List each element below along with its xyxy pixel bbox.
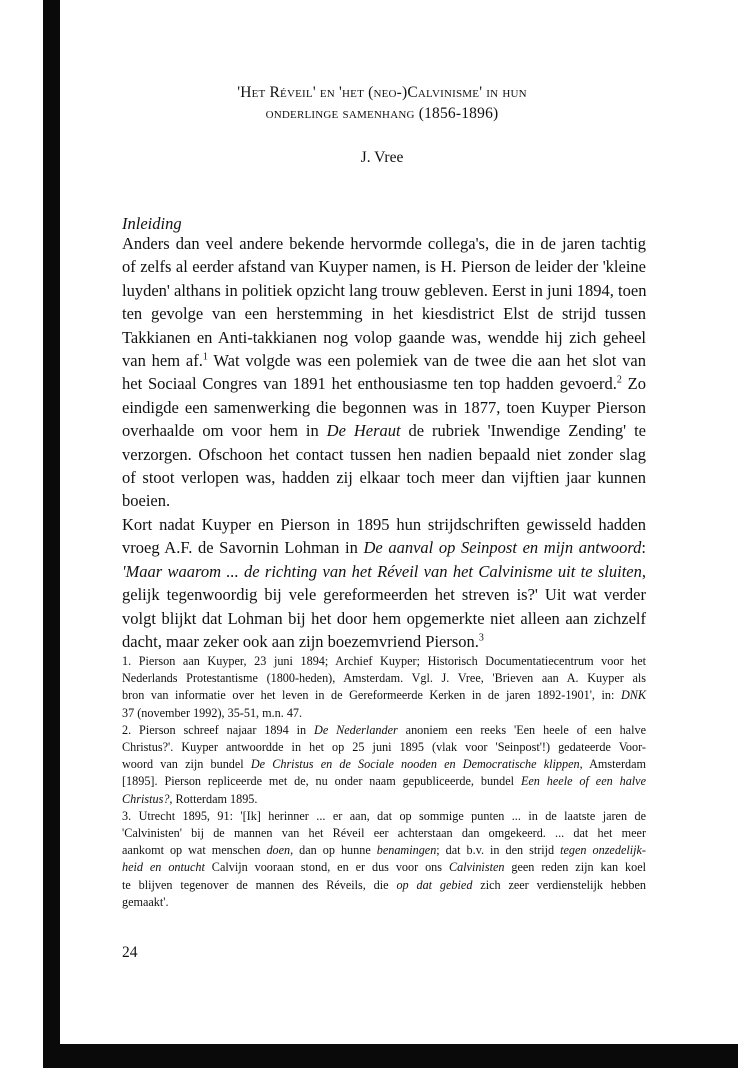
- footnote-line: 37 (november 1992), 35-51, m.n. 47.: [122, 705, 303, 720]
- footnote-line: 'Calvinisten' bij de mannen van het Réveil eer achterstaan dan omgekeerd. ... dat het meer: [122, 826, 646, 841]
- body-line: het Sociaal Congres van 1891 het enthousiasme ten top hadden gevoerd.$^2$ Zo: [122, 374, 646, 394]
- footnote-line: woord van zijn bundel De Christus en de Sociale nooden en Democratische klippen, Amsterdam: [122, 757, 646, 772]
- section-heading: Inleiding: [122, 214, 182, 233]
- footnote-line: 3. Utrecht 1895, 91: '[Ik] herinner ... er aan, dat op sommige punten ... in de laatste jaren de: [122, 808, 646, 823]
- body-line: overhaalde om voor hem in De Heraut de rubriek 'Inwendige Zending' te: [122, 421, 647, 441]
- footnote-line: 1. Pierson aan Kuyper, 23 juni 1894; Archief Kuyper; Historisch Documentatiecentrum voor het: [122, 654, 646, 668]
- paragraph-2: [122, 513, 646, 653]
- footnote-line: te blijven tegenover de mannen des Réveils, die op dat gebied zich zeer verdienstelijk hebben: [122, 877, 646, 892]
- body-line: boeien.: [122, 491, 171, 511]
- body-line: verzorgen. Ofschoon het contact tussen hen nadien bepaald niet zonder slag: [122, 444, 646, 464]
- body-line: gelijk tegenwoordig bij vele gereformeerden het streven is?' Uit wat verder: [122, 585, 646, 605]
- body-line: of zelfs al eerder afstand van Kuyper namen, is H. Pierson de leider der 'kleine: [122, 257, 646, 277]
- footnote-line: Christus?, Rotterdam 1895.: [122, 791, 258, 806]
- author-name: J. Vree: [360, 149, 404, 166]
- body-line: eindigde een samenwerking die begonnen was in 1877, toen Kuyper Pierson: [122, 397, 646, 417]
- title-line-2: onderlinge samenhang (1856-1896): [265, 105, 499, 122]
- body-text: [122, 232, 646, 653]
- body-line: 'Maar waarom ... de richting van het Réveil van het Calvinisme uit te sluiten,: [122, 561, 646, 581]
- footnote-line: heid en ontucht Calvijn vooraan stond, en er dus voor ons Calvinisten geen reden zijn kan koel: [122, 860, 646, 875]
- paragraph-1: [122, 232, 646, 513]
- scan-edge-left: [43, 0, 60, 1044]
- scan-edge-bottom: [43, 1044, 738, 1068]
- footnote-line: Nederlands Protestantisme (1800-heden), Amsterdam. Vgl. J. Vree, 'Brieven aan A. Kuyper als: [122, 671, 646, 686]
- body-line: Anders dan veel andere bekende hervormde collega's, die in de jaren tachtig: [122, 234, 646, 253]
- title-line-1: 'Het Réveil' en 'het (neo-)Calvinisme' in hun: [237, 84, 527, 101]
- footnote-line: [1895]. Pierson repliceerde met de, nu onder naam gepubliceerde, bundel Een heele of een halve: [122, 774, 646, 789]
- footnote-line: gemaakt'.: [122, 894, 169, 909]
- footnote-line: aankomt op wat menschen doen, dan op hunne benamingen; dat b.v. in den strijd tegen onzedelijk-: [122, 843, 646, 858]
- footnotes: [122, 653, 646, 911]
- body-line: volgt blijkt dat Lohman bij het door hem opgemerkte niet alleen aan zichzelf: [122, 608, 646, 628]
- footnote-line: bron van informatie over het leven in de Gereformeerde Kerken in de jaren 1892-1901', in: DNK: [122, 688, 646, 703]
- body-line: Kort nadat Kuyper en Pierson in 1895 hun strijdschriften gewisseld hadden: [122, 514, 646, 534]
- article-title: [122, 82, 642, 124]
- page-number: 24: [122, 944, 138, 961]
- body-line: Takkianen en Anti-takkianen nog volop gaande was, wendde hij zich geheel: [122, 327, 646, 347]
- footnote-line: 2. Pierson schreef najaar 1894 in De Nederlander anoniem een reeks 'Een heele of een halve: [122, 722, 646, 737]
- body-line: of stoot verlopen was, hadden zij elkaar toch meer dan vijftien jaar kunnen: [122, 468, 646, 488]
- body-line: van hem af.$^1$ Wat volgde was een polemiek van de twee die aan het slot van: [122, 351, 646, 371]
- body-line: dacht, maar zeker ook aan zijn boezemvriend Pierson.$^3$: [122, 631, 484, 651]
- body-line: ten gevolge van een herstemming in het kiesdistrict Elst de strijd tussen: [122, 304, 646, 324]
- footnote-line: Christus?'. Kuyper antwoordde in het op 25 juni 1895 (vlak voor 'Seinpost'!) gedateerde Voor-: [122, 740, 646, 755]
- body-line: vroeg A.F. de Savornin Lohman in De aanval op Seinpost en mijn antwoord:: [122, 538, 646, 558]
- body-line: luyden' althans in politiek opzicht lang trouw gebleven. Eerst in juni 1894, toen: [122, 280, 647, 300]
